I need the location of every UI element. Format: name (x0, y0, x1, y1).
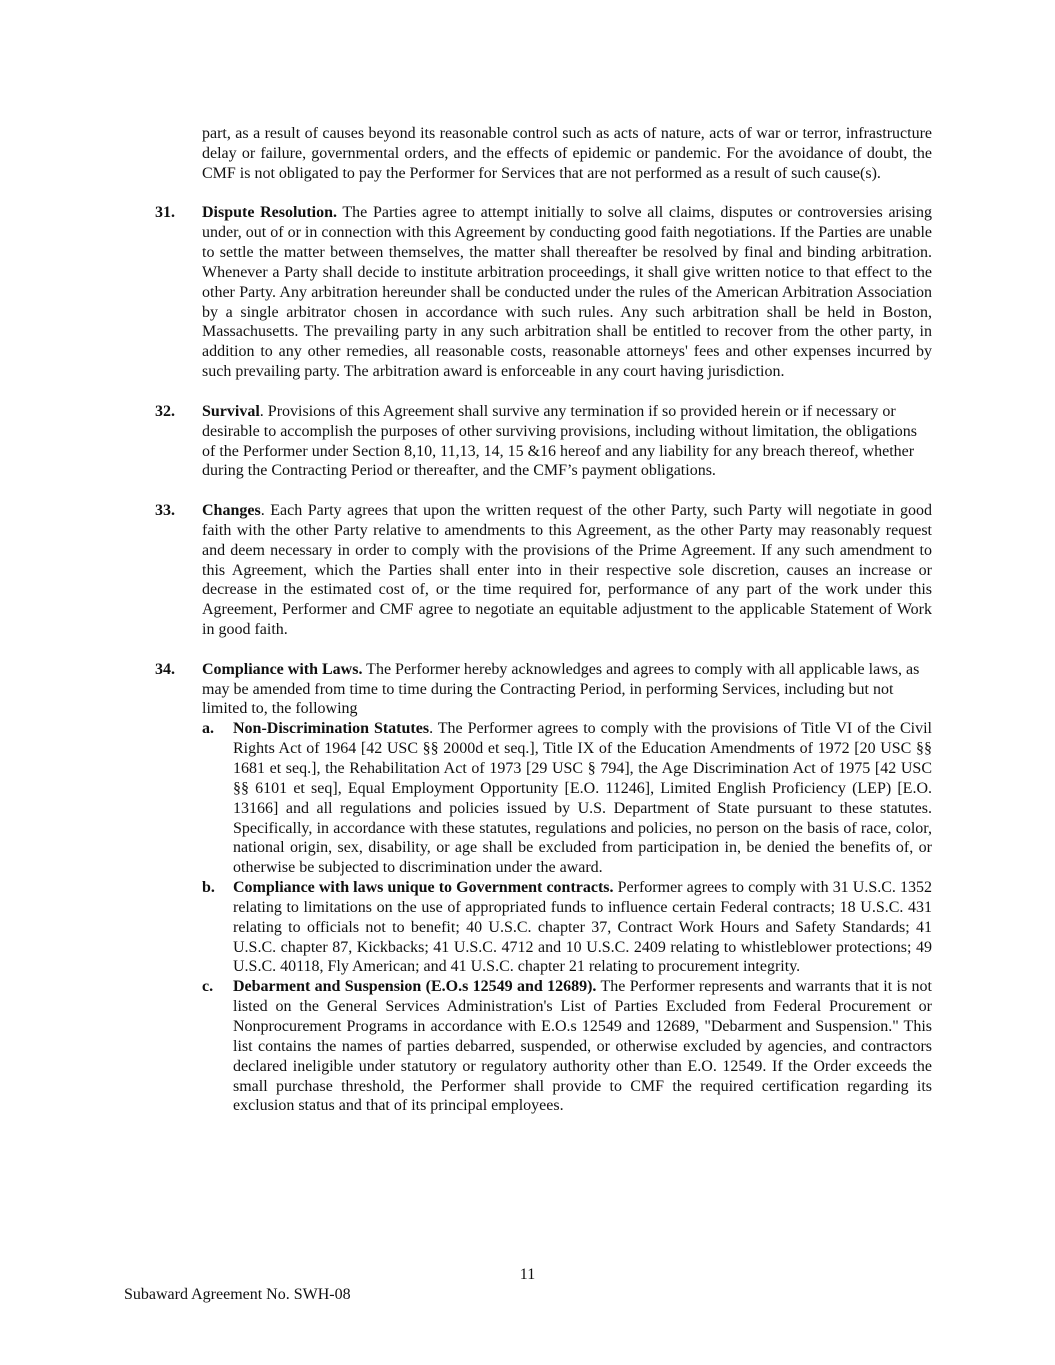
page-footer: Subaward Agreement No. SWH-08 (124, 1286, 351, 1303)
section-heading: Dispute Resolution. (202, 204, 338, 222)
section-32 (155, 402, 932, 481)
subsection-heading: Non-Discrimination Statutes (233, 720, 430, 738)
section-body: . Provisions of this Agreement shall survive any termination if so provided herein or if necessary or desirable to accomplish the purposes of other surviving provisions, including without limitation, the obligations of the Performer under Section 8,10, 11,13, 14, 15 &16 hereof and any liability for any breach thereof, whether during the Contracting Period or thereafter, and the CMF’s payment obligations. (202, 402, 918, 480)
subsection-body: . The Performer agrees to comply with the provisions of Title VI of the Civil Rights Act of 1964 [42 USC §§ 2000d et seq.], Title IX of the Education Amendments of 1972 [20 USC §§ 1681 et seq.], the Rehabilitation Act of 1973 [29 USC § 794], the Age Discrimination Act of 1975 [42 USC §§ 6101 et seq], Equal Employment Opportunity [E.O. 11246], Limited English Proficiency (LEP) [E.O. 13166] and all regulations and policies issued by U.S. Department of State pursuant to these statutes. Specifically, in accordance with these statutes, regulations and policies, no person on the basis of race, color, national origin, sex, disability, or age shall be excluded from participation in, be denied the benefits of, or otherwise be subjected to discrimination under the award. (233, 720, 933, 877)
page-number: 11 (519, 1266, 536, 1283)
section-number: 32. (155, 402, 175, 420)
section-33 (155, 501, 932, 640)
section-heading: Changes (202, 502, 261, 520)
subsection-heading: Compliance with laws unique to Government contracts. (233, 879, 614, 897)
section-body: The Performer hereby acknowledges and agrees to comply with all applicable laws, as may be amended from time to time during the Contracting Period, in performing Services, including but not limited to, the following (202, 660, 920, 718)
continuation-paragraph (155, 124, 932, 184)
section-number: 34. (155, 660, 175, 678)
subsection-letter: b. (202, 879, 215, 897)
subsection-letter: a. (202, 720, 214, 738)
section-34 (155, 660, 932, 1116)
subsection-a (202, 719, 932, 878)
section-31 (155, 203, 932, 382)
section-number: 33. (155, 502, 175, 520)
subsection-letter: c. (202, 978, 214, 996)
document-body (155, 124, 932, 1136)
section-body: The Parties agree to attempt initially to solve all claims, disputes or controversies arising under, out of or in connection with this Agreement by conducting good faith negotiations. If the Parties are unable to settle the matter between themselves, the matter shall thereafter be resolved by final and binding arbitration. Whenever a Party shall decide to institute arbitration proceedings, it shall give written notice to that effect to the other Party. Any arbitration hereunder shall be conducted under the rules of the American Arbitration Association by a single arbitrator chosen in accordance with such rules. Any such arbitration shall be held in Boston, Massachusetts. The prevailing party in any such arbitration shall be entitled to recover from the other party, in addition to any other remedies, all reasonable costs, reasonable attorneys' fees and other expenses incurred by such prevailing party. The arbitration award is enforceable in any court having jurisdiction. (202, 204, 932, 381)
subsection-heading: Debarment and Suspension (E.O.s 12549 and 12689). (233, 978, 597, 996)
section-heading: Compliance with Laws. (202, 660, 363, 678)
section-heading: Survival (202, 402, 260, 420)
paragraph-text: part, as a result of causes beyond its reasonable control such as acts of nature, acts of war or terror, infrastructure delay or failure, governmental orders, and the effects of epidemic or pandemic. For the avoidance of doubt, the CMF is not obligated to pay the Performer for Services that are not performed as a result of such cause(s). (202, 125, 932, 182)
subsection-b (202, 878, 932, 977)
section-number: 31. (155, 204, 175, 222)
subsection-body: Performer agrees to comply with 31 U.S.C. 1352 relating to limitations on the use of appropriated funds to influence certain Federal contracts; 18 U.S.C. 431 relating to officials not to benefit; 40 U.S.C. chapter 37, Contract Work Hours and Safety Standards; 41 U.S.C. chapter 87, Kickbacks; 41 U.S.C. 4712 and 10 U.S.C. 2409 relating to whistleblower protections; 49 U.S.C. 40118, Fly American; and 41 U.S.C. chapter 21 relating to procurement integrity. (233, 879, 933, 976)
subsection-c (202, 977, 932, 1116)
subsection-body: The Performer represents and warrants that it is not listed on the General Services Administration's List of Parties Excluded from Federal Procurement or Nonprocurement Programs in accordance with E.O.s 12549 and 12689, "Debarment and Suspension." This list contains the names of parties debarred, suspended, or otherwise excluded by agencies, and contractors declared ineligible under statutory or regulatory authority other than E.O. 12549. If the Order exceeds the small purchase threshold, the Performer shall provide to CMF the required certification regarding its exclusion status and that of its principal employees. (233, 978, 932, 1115)
section-body: . Each Party agrees that upon the written request of the other Party, such Party will negotiate in good faith with the other Party relative to amendments to this Agreement, as the other Party may reasonably request and deem necessary in order to comply with the provisions of the Prime Agreement. If any such amendment to this Agreement, which the Parties shall enter into in their respective sole discretion, causes an increase or decrease in the estimated cost of, or the time required for, performance of any part of the work under this Agreement, Performer and CMF agree to negotiate an equitable adjustment to the applicable Statement of Work in good faith. (202, 502, 932, 639)
